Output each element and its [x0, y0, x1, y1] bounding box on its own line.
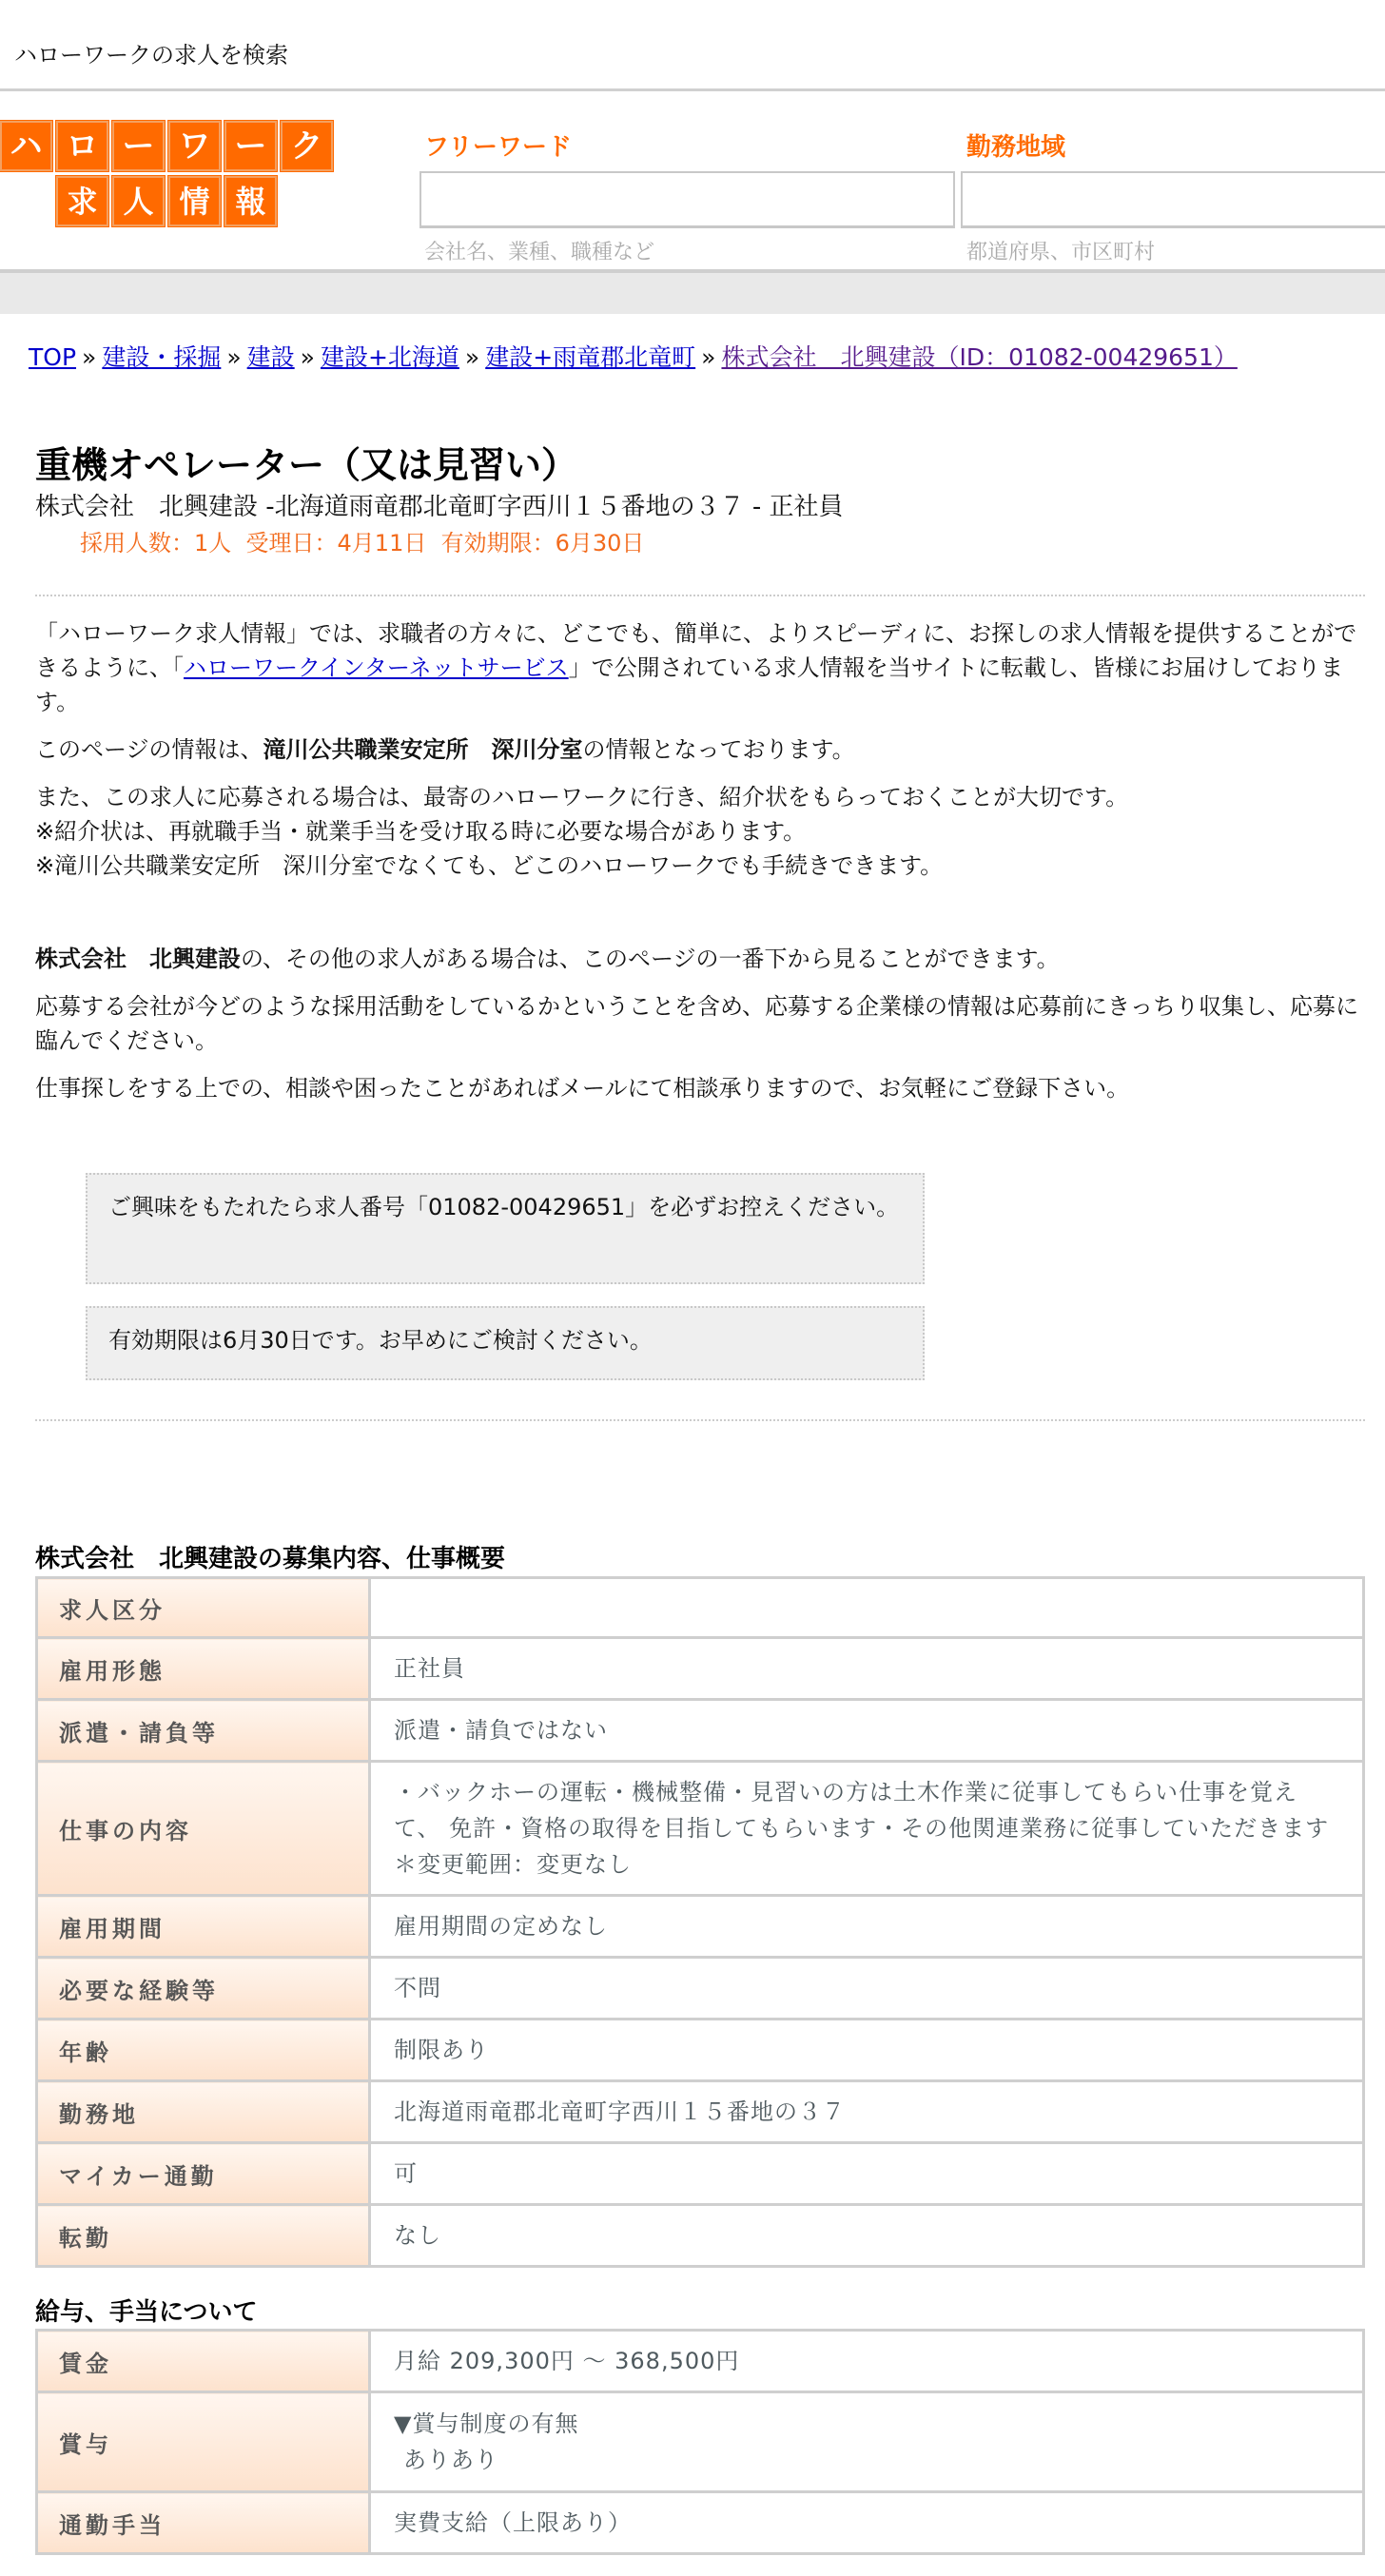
table-row: [37, 2020, 1364, 2081]
row-value: [370, 2392, 1364, 2492]
overview-table: [35, 1576, 1365, 2268]
row-value: ・バックホーの運転・機械整備・見習いの方は土木作業に従事してもらい仕事を覚えて、 免許・資格の取得を目指してもらいます・その他関連業務に従事していただきます ＊変更範囲：変更なし: [370, 1762, 1364, 1896]
logo-tile: 情: [168, 176, 221, 226]
intro-paragraph: 応募する会社が今どのような採用活動をしているかということを含め、応募する企業様の情報は応募前にきっちり収集し、応募に臨んでください。: [35, 993, 1359, 1054]
breadcrumb-separator: »: [701, 343, 716, 371]
row-value: [370, 1578, 1364, 1638]
row-value: 雇用期間の定めなし: [370, 1896, 1364, 1958]
table-row: [37, 2205, 1364, 2267]
salary-table: [35, 2329, 1365, 2555]
row-label: 仕事の内容: [37, 1762, 370, 1896]
breadcrumb-current-company[interactable]: 株式会社 北興建設（ID：01082-00429651）: [721, 343, 1238, 371]
logo-tile: ク: [281, 121, 333, 171]
salary-section-title: 給与、手当について: [35, 2298, 258, 2327]
logo-tile: ワ: [168, 121, 221, 171]
notice-job-number: ご興味をもたれたら求人番号「01082-00429651」を必ずお控えください。: [86, 1173, 925, 1284]
job-title: 重機オペレーター（又は見習い）: [35, 444, 578, 486]
divider: [35, 1419, 1365, 1421]
row-value: 不問: [370, 1958, 1364, 2020]
breadcrumb: [29, 339, 1238, 373]
intro-paragraph: [35, 942, 1367, 976]
text: の、その他の求人がある場合は、このページの一番下から見ることができます。: [241, 946, 1060, 972]
top-bar: [0, 0, 1385, 91]
logo-tile: ー: [112, 121, 165, 171]
table-row: [37, 2492, 1364, 2554]
freeword-label: フリーワード: [424, 133, 572, 162]
intro-paragraph: 仕事探しをする上での、相談や困ったことがあればメールにて相談承りますので、お気軽にご登録下さい。: [35, 1075, 1130, 1102]
row-value: 可: [370, 2143, 1364, 2205]
row-label: マイカー通勤: [37, 2143, 370, 2205]
logo-row-1: [0, 121, 342, 171]
divider: [35, 595, 1365, 596]
text: の情報となっております。: [582, 736, 855, 763]
text: 「ハローワーク求人情報」では、求職者の方々に、どこでも、簡単に、よりスピーディに、お探しの求人情報を提供することができるように、「: [35, 620, 1357, 681]
row-label: 派遣・請負等: [37, 1700, 370, 1762]
job-meta: 採用人数：1人 受理日：4月11日 有効期限：6月30日: [80, 530, 645, 556]
area-label: 勤務地域: [966, 133, 1066, 162]
row-value: なし: [370, 2205, 1364, 2267]
breadcrumb-separator: »: [300, 343, 315, 371]
row-value: 制限あり: [370, 2020, 1364, 2081]
hellowork-internet-service-link[interactable]: ハローワークインターネットサービス: [184, 654, 569, 681]
breadcrumb-construction-mining[interactable]: 建設・採掘: [102, 343, 222, 371]
logo-tile: 報: [224, 176, 277, 226]
notice-deadline: 有効期限は6月30日です。お早めにご検討ください。: [86, 1306, 925, 1380]
site-header: [0, 91, 1385, 273]
area-hint: 都道府県、市区町村: [966, 241, 1156, 264]
text: 」で公開されている求人情報を当サイトに転載し、皆様にお届けしております。: [35, 654, 1343, 715]
row-label: 年齢: [37, 2020, 370, 2081]
logo-tile: ー: [224, 121, 277, 171]
table-row: [37, 2143, 1364, 2205]
row-label: 必要な経験等: [37, 1958, 370, 2020]
row-label: 転勤: [37, 2205, 370, 2267]
table-row: [37, 1700, 1364, 1762]
table-row: [37, 1958, 1364, 2020]
breadcrumb-separator: »: [82, 343, 97, 371]
row-value: 正社員: [370, 1638, 1364, 1700]
table-row: [37, 1638, 1364, 1700]
overview-section-title: 株式会社 北興建設の募集内容、仕事概要: [35, 1545, 506, 1573]
table-row: [37, 1896, 1364, 1958]
search-page-title: ハローワークの求人を検索: [14, 42, 288, 68]
intro-text-2: [35, 942, 1367, 1119]
intro-paragraph: [35, 616, 1367, 719]
text: ※紹介状は、再就職手当・就業手当を受け取る時に必要な場合があります。: [35, 818, 807, 845]
table-row: [37, 2331, 1364, 2392]
text: また、この求人に応募される場合は、最寄のハローワークに行き、紹介状をもらっておくことが大切です。: [35, 784, 1129, 810]
office-name: 滝川公共職業安定所 深川分室: [263, 736, 583, 763]
breadcrumb-construction[interactable]: 建設: [246, 343, 295, 371]
logo-tile: 求: [56, 176, 108, 226]
row-label: 雇用形態: [37, 1638, 370, 1700]
text: ※滝川公共職業安定所 深川分室でなくても、どこのハローワークでも手続きできます。: [35, 852, 944, 879]
intro-text: [35, 616, 1367, 896]
row-value: 北海道雨竜郡北竜町字西川１５番地の３７: [370, 2081, 1364, 2143]
breadcrumb-separator: »: [464, 343, 480, 371]
freeword-input[interactable]: [419, 171, 955, 228]
hellowork-logo[interactable]: [0, 121, 342, 226]
row-label: 通勤手当: [37, 2492, 370, 2554]
table-row: [37, 1578, 1364, 1638]
row-value: 月給 209,300円 〜 368,500円: [370, 2331, 1364, 2392]
table-row: [37, 2081, 1364, 2143]
row-label: 雇用期間: [37, 1896, 370, 1958]
text: このページの情報は、: [35, 736, 263, 763]
intro-paragraph: [35, 780, 1367, 883]
freeword-hint: 会社名、業種、職種など: [424, 241, 655, 264]
logo-tile: 人: [112, 176, 165, 226]
logo-tile: ロ: [56, 121, 108, 171]
breadcrumb-top[interactable]: TOP: [29, 343, 77, 371]
company-name: 株式会社 北興建設: [35, 946, 241, 972]
row-value: 実費支給（上限あり）: [370, 2492, 1364, 2554]
bonus-system-value: ありあり: [403, 2447, 498, 2473]
table-row: [37, 2392, 1364, 2492]
row-label: 賃金: [37, 2331, 370, 2392]
intro-paragraph: [35, 732, 1367, 767]
breadcrumb-construction-hokkaido[interactable]: 建設+北海道: [320, 343, 459, 371]
job-subtitle: 株式会社 北興建設 -北海道雨竜郡北竜町字西川１５番地の３７ - 正社員: [35, 493, 844, 521]
row-label: 勤務地: [37, 2081, 370, 2143]
breadcrumb-construction-hokuryu[interactable]: 建設+雨竜郡北竜町: [485, 343, 696, 371]
bonus-system-heading: ▼賞与制度の有無: [394, 2410, 579, 2437]
logo-row-2: [56, 176, 342, 226]
table-row: [37, 1762, 1364, 1896]
area-input[interactable]: [961, 171, 1385, 228]
nav-band: [0, 273, 1385, 314]
row-value: 派遣・請負ではない: [370, 1700, 1364, 1762]
row-label: 求人区分: [37, 1578, 370, 1638]
logo-tile: ハ: [0, 121, 52, 171]
breadcrumb-separator: »: [226, 343, 242, 371]
row-label: 賞与: [37, 2392, 370, 2492]
